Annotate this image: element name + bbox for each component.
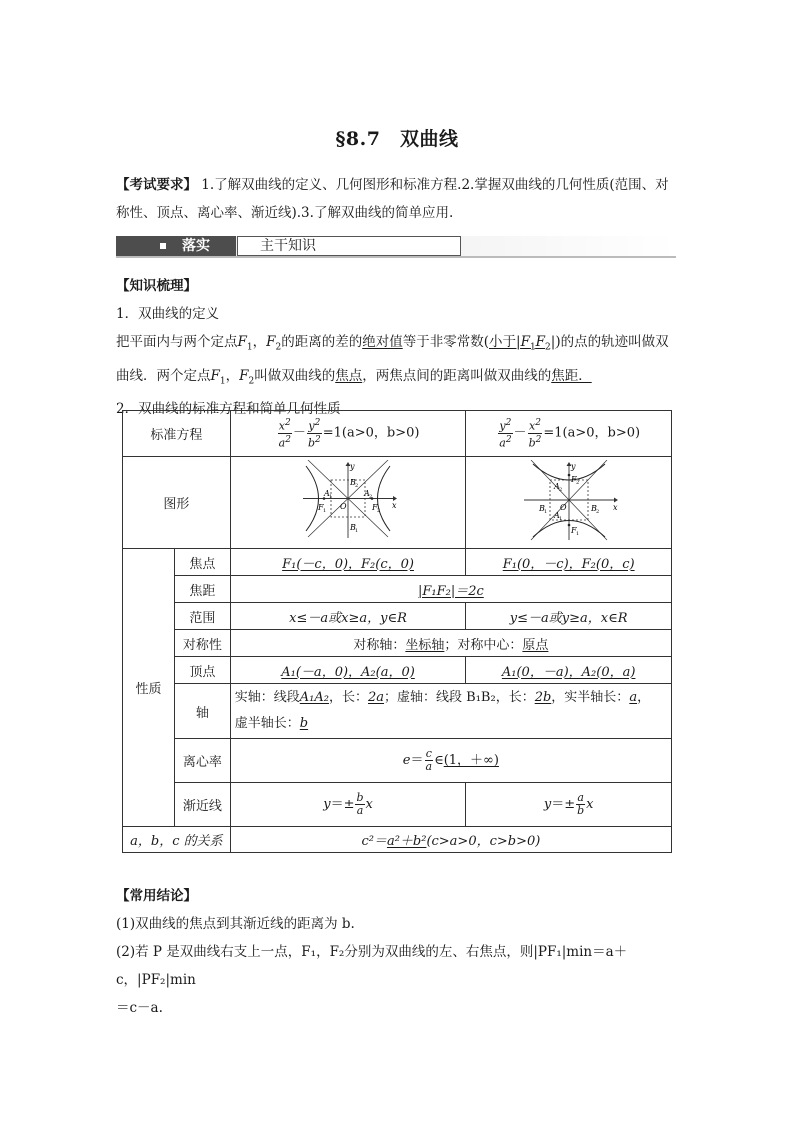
- definition-line2: 曲线．两个定点$F_1$，$F_2$叫做双曲线的焦点，两焦点间的距离叫做双曲线的焦距．: [116, 367, 592, 387]
- label-asymptote: 渐近线: [174, 783, 230, 827]
- graph-vertical-cell: [466, 457, 672, 549]
- equation-vertical: $\frac{y^2}{a^2}$ － $\frac{x^2}{b^2}$ =1(a>0，b>0): [466, 411, 672, 457]
- svg-text:1: 1: [355, 527, 359, 534]
- svg-text:A: A: [553, 510, 560, 520]
- conclusion-1: (1)双曲线的焦点到其渐近线的距离为 b.: [116, 916, 355, 932]
- asymptote-horizontal: y＝± $\frac{b}{a}$ x: [230, 783, 466, 827]
- row-axis: [123, 684, 672, 739]
- vertex-vertical: A₁(0，－a)，A₂(0，a): [466, 657, 672, 684]
- hyperbola-properties-table: [122, 410, 672, 853]
- svg-text:y: y: [570, 461, 576, 471]
- row-standard-equation: [123, 411, 672, 457]
- svg-text:2: 2: [575, 479, 579, 486]
- row-focal-distance: [123, 576, 672, 603]
- label-standard-equation: 标准方程: [123, 411, 231, 457]
- section-banner: [116, 236, 676, 258]
- banner-square-icon: [160, 243, 166, 249]
- focus-term: 焦点: [335, 367, 363, 384]
- hyperbola-horizontal-graph: [298, 460, 398, 542]
- conclusions-header: 【常用结论】: [116, 888, 197, 904]
- svg-text:F: F: [570, 474, 577, 484]
- symmetry-value: 对称轴：坐标轴；对称中心：原点: [230, 630, 671, 657]
- row-range: [123, 603, 672, 630]
- banner-light-tab: [237, 236, 461, 256]
- range-horizontal: x≤－a或x≥a，y∈R: [230, 603, 466, 630]
- asymptote-vertical: y＝± $\frac{a}{b}$ x: [466, 783, 672, 827]
- svg-text:y: y: [350, 461, 355, 471]
- exam-requirements: [116, 171, 678, 227]
- exam-req-label: 【考试要求】: [116, 177, 197, 193]
- focus-horizontal: F₁(－c，0)，F₂(c，0): [230, 549, 466, 576]
- focal-distance-term: 焦距．: [551, 367, 592, 384]
- less-than-term: 小于$|F_1F_2|$: [489, 334, 556, 353]
- svg-text:B: B: [350, 522, 356, 532]
- range-vertical: y≤－a或y≥a，x∈R: [466, 603, 672, 630]
- banner-dark-label: 落实: [182, 238, 210, 254]
- section-1-heading: 1．双曲线的定义: [116, 306, 220, 322]
- svg-text:2: 2: [377, 507, 381, 514]
- svg-text:B: B: [590, 503, 597, 513]
- row-focus: [123, 549, 672, 576]
- svg-text:F: F: [372, 502, 378, 512]
- section-2-heading: 2．双曲线的标准方程和简单几何性质: [116, 401, 341, 418]
- label-abc: a，b，c 的关系: [123, 827, 231, 853]
- svg-text:1: 1: [558, 515, 562, 522]
- label-axis: 轴: [174, 684, 230, 739]
- equation-horizontal: $\frac{x^2}{a^2}$ － $\frac{y^2}{b^2}$ =1(a>0，b>0): [230, 411, 466, 457]
- label-graph: 图形: [123, 457, 231, 549]
- row-abc: [123, 827, 672, 853]
- svg-text:F: F: [570, 525, 577, 535]
- label-focus: 焦点: [174, 549, 230, 576]
- label-symmetry: 对称性: [174, 630, 230, 657]
- svg-text:x: x: [612, 502, 618, 512]
- label-eccentricity: 离心率: [174, 739, 230, 783]
- svg-text:B: B: [350, 477, 356, 487]
- hyperbola-vertical-graph: [519, 460, 619, 542]
- definition-line1: 把平面内与两个定点$F_1$，$F_2$的距离的差的绝对值等于非零常数(小于$|F_1F_2|$)的点的轨迹叫做双: [116, 334, 669, 353]
- knowledge-section: [116, 272, 678, 423]
- svg-text:O: O: [340, 501, 347, 511]
- graph-horizontal-cell: [230, 457, 466, 549]
- row-eccentricity: [123, 739, 672, 783]
- vertex-horizontal: A₁(－a，0)，A₂(a，0): [230, 657, 466, 684]
- eccentricity-value: e＝ $\frac{c}{a}$ ∈(1，＋∞): [230, 739, 671, 783]
- svg-text:1: 1: [329, 493, 333, 500]
- banner-rule: [116, 256, 676, 258]
- svg-text:O: O: [559, 502, 567, 512]
- conclusion-2-line2: ＝c－a.: [116, 1000, 163, 1016]
- row-asymptote: [123, 783, 672, 827]
- row-symmetry: [123, 630, 672, 657]
- svg-text:2: 2: [355, 482, 359, 489]
- page-title: §8.7 双曲线: [335, 128, 459, 150]
- abs-value-term: 绝对值: [362, 334, 403, 350]
- svg-text:F: F: [318, 502, 324, 512]
- svg-text:A: A: [364, 488, 370, 498]
- svg-text:1: 1: [575, 530, 579, 537]
- svg-text:A: A: [324, 488, 330, 498]
- svg-text:B: B: [538, 503, 545, 513]
- abc-value: c²＝a²＋b²(c>a>0，c>b>0): [230, 827, 671, 853]
- label-properties: 性质: [123, 549, 175, 827]
- svg-text:1: 1: [323, 507, 327, 514]
- knowledge-header: 【知识梳理】: [116, 278, 197, 294]
- exam-req-text-line1: 1.了解双曲线的定义、几何图形和标准方程.2.掌握双曲线的几何性质(范围、对: [201, 177, 669, 193]
- svg-text:x: x: [392, 500, 397, 510]
- label-vertex: 顶点: [174, 657, 230, 684]
- svg-text:A: A: [553, 481, 560, 491]
- banner-light-label: 主干知识: [260, 238, 316, 254]
- svg-text:2: 2: [558, 486, 562, 493]
- row-graph: [123, 457, 672, 549]
- label-range: 范围: [174, 603, 230, 630]
- conclusion-2-line1: (2)若 P 是双曲线右支上一点，F₁，F₂分别为双曲线的左、右焦点，则|PF₁|min＝a＋c，|PF₂|min: [116, 944, 628, 988]
- svg-text:1: 1: [543, 508, 547, 515]
- conclusions-section: [116, 882, 678, 1022]
- focus-vertical: F₁(0，－c)，F₂(0，c): [466, 549, 672, 576]
- row-vertex: [123, 657, 672, 684]
- svg-text:2: 2: [595, 508, 599, 515]
- axis-value: 实轴：线段A₁A₂，长：2a；虚轴：线段 B₁B₂，长：2b，实半轴长：a， 虚半轴长：b: [230, 684, 671, 739]
- exam-req-text-line2: 称性、顶点、离心率、渐近线).3.了解双曲线的简单应用.: [116, 205, 454, 221]
- focal-distance-value: |F₁F₂|＝2c: [230, 576, 671, 603]
- label-focal-distance: 焦距: [174, 576, 230, 603]
- svg-text:2: 2: [369, 493, 373, 500]
- banner-dark-tab: [116, 236, 236, 256]
